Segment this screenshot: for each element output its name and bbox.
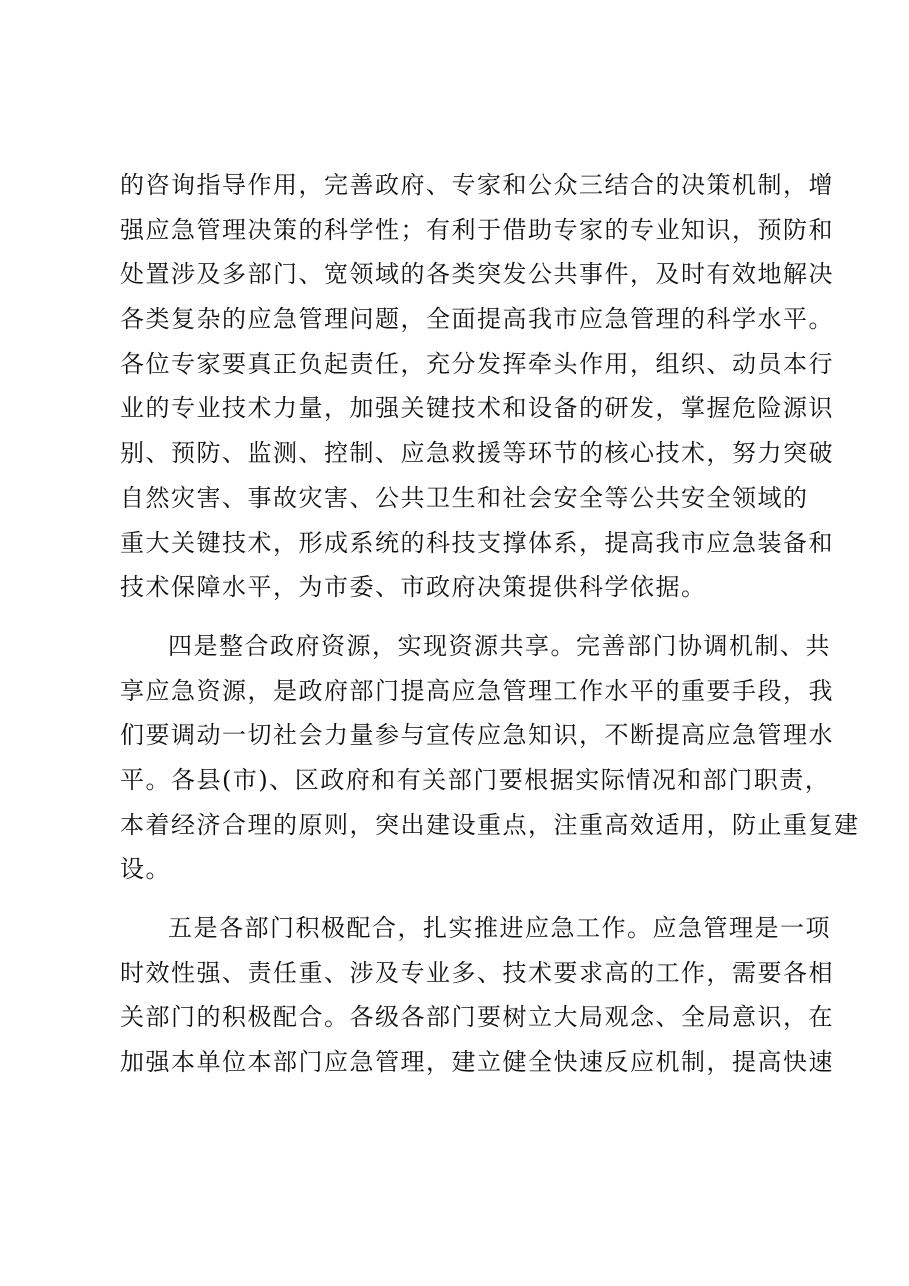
- paragraph-spacer: [120, 892, 800, 906]
- paragraph-resources: [120, 624, 860, 892]
- text-line: 业的专业技术力量，加强关键技术和设备的研发，掌握危险源识: [120, 394, 834, 423]
- text-line: 们要调动一切社会力量参与宣传应急知识，不断提高应急管理水: [120, 721, 834, 750]
- text-line: 自然灾害、事故灾害、公共卫生和社会安全等公共安全领域的: [120, 483, 809, 512]
- text-line: 五是各部门积极配合，扎实推进应急工作。应急管理是一项: [168, 914, 831, 942]
- text-line: 平。各县(市)、区政府和有关部门要根据实际情况和部门职责，: [120, 765, 831, 794]
- text-line: 技术保障水平，为市委、市政府决策提供科学依据。: [120, 573, 707, 602]
- text-line: 强应急管理决策的科学性；有利于借助专家的专业知识，预防和: [120, 215, 834, 244]
- text-line: 享应急资源，是政府部门提高应急管理工作水平的重要手段，我: [120, 676, 834, 705]
- text-line: 各类复杂的应急管理问题，全面提高我市应急管理的科学水平。: [120, 305, 834, 334]
- text-line: 重大关键技术，形成系统的科技支撑体系，提高我市应急装备和: [120, 528, 834, 557]
- text-line: 时效性强、责任重、涉及专业多、技术要求高的工作，需要各相: [120, 958, 834, 987]
- paragraph-continuation: [120, 163, 834, 610]
- document-body: [120, 163, 860, 1085]
- text-line: 关部门的积极配合。各级各部门要树立大局观念、全局意识，在: [120, 1003, 834, 1032]
- text-line: 四是整合政府资源，实现资源共享。完善部门协调机制、共: [168, 631, 831, 660]
- text-line: 本着经济合理的原则，突出建设重点，注重高效适用，防止重复建: [120, 810, 860, 839]
- text-line: 各位专家要真正负起责任，充分发挥牵头作用，组织、动员本行: [120, 349, 834, 378]
- text-line: 的咨询指导作用，完善政府、专家和公众三结合的决策机制，增: [120, 171, 834, 199]
- text-line: 设。: [120, 855, 171, 884]
- text-line: 别、预防、监测、控制、应急救援等环节的核心技术，努力突破: [120, 439, 834, 468]
- text-line: 加强本单位本部门应急管理，建立健全快速反应机制，提高快速: [120, 1048, 834, 1077]
- text-line: 处置涉及多部门、宽领域的各类突发公共事件，及时有效地解决: [120, 260, 834, 289]
- paragraph-spacer: [120, 610, 800, 624]
- paragraph-cooperation: [120, 906, 834, 1085]
